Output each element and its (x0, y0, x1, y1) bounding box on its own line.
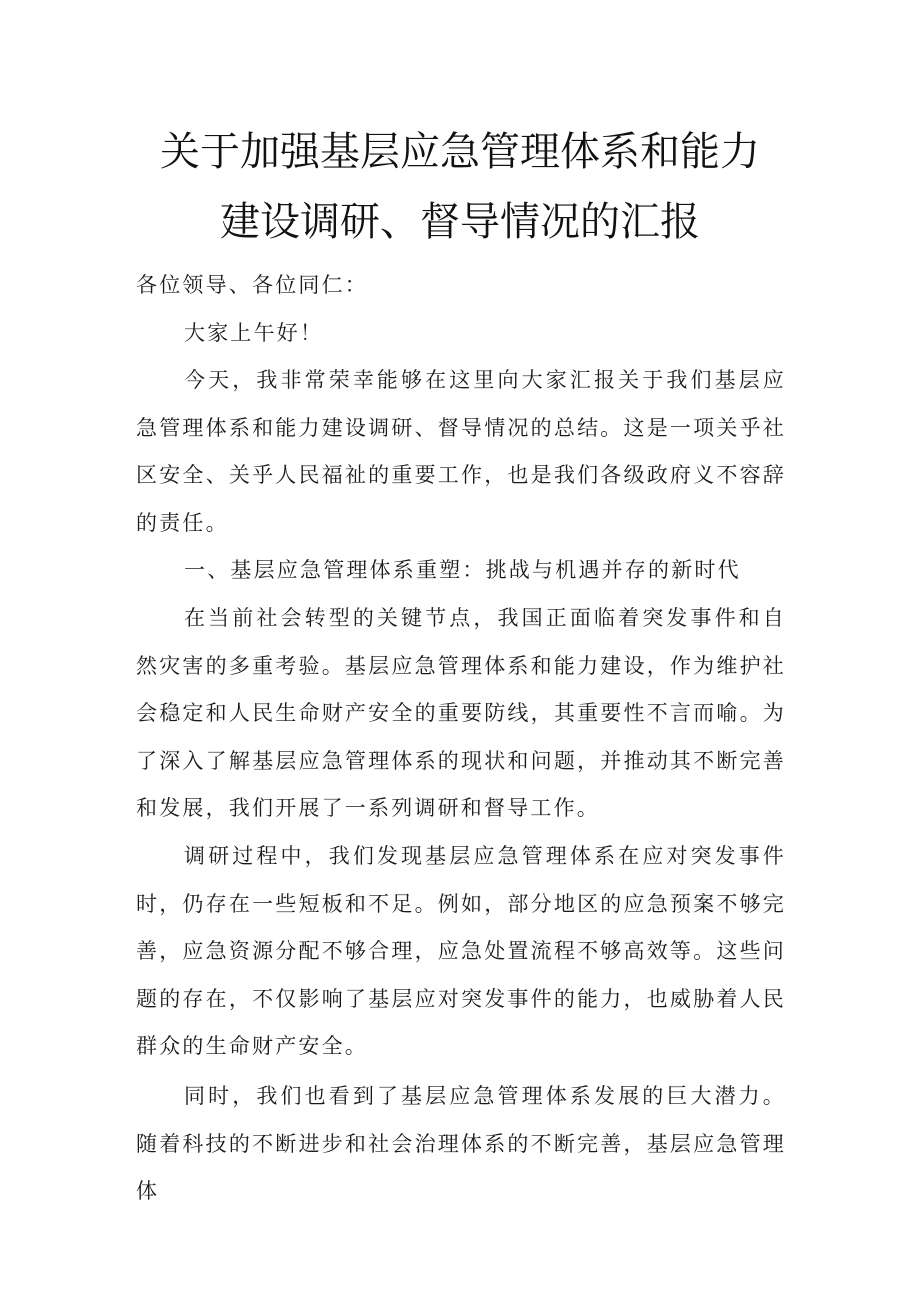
section-heading-1: 一、基层应急管理体系重塑：挑战与机遇并存的新时代 (184, 558, 741, 582)
paragraph-potential: 同时，我们也看到了基层应急管理体系发展的巨大潜力。随着科技的不断进步和社会治理体系的不断完善，基层应急管理体 (136, 1084, 786, 1203)
paragraph-findings: 调研过程中，我们发现基层应急管理体系在应对突发事件时，仍存在一些短板和不足。例如，部分地区的应急预案不够完善，应急资源分配不够合理，应急处置流程不够高效等。这些问题的存在，不仅影响了基层应对突发事件的能力，也威胁着人民群众的生命财产安全。 (136, 844, 786, 1058)
salutation: 各位领导、各位同仁： (136, 273, 368, 297)
paragraph-context: 在当前社会转型的关键节点，我国正面临着突发事件和自然灾害的多重考验。基层应急管理体系和能力建设，作为维护社会稳定和人民生命财产安全的重要防线，其重要性不言而喻。为了深入了解基层应急管理体系的现状和问题，并推动其不断完善和发展，我们开展了一系列调研和督导工作。 (136, 606, 786, 820)
paragraph-introduction: 今天，我非常荣幸能够在这里向大家汇报关于我们基层应急管理体系和能力建设调研、督导情况的总结。这是一项关乎社区安全、关乎人民福祉的重要工作，也是我们各级政府义不容辞的责任。 (136, 368, 786, 535)
document-title-line-1: 关于加强基层应急管理体系和能力 (160, 129, 760, 175)
document-title-line-2: 建设调研、督导情况的汇报 (220, 199, 700, 245)
greeting: 大家上午好！ (184, 321, 324, 345)
